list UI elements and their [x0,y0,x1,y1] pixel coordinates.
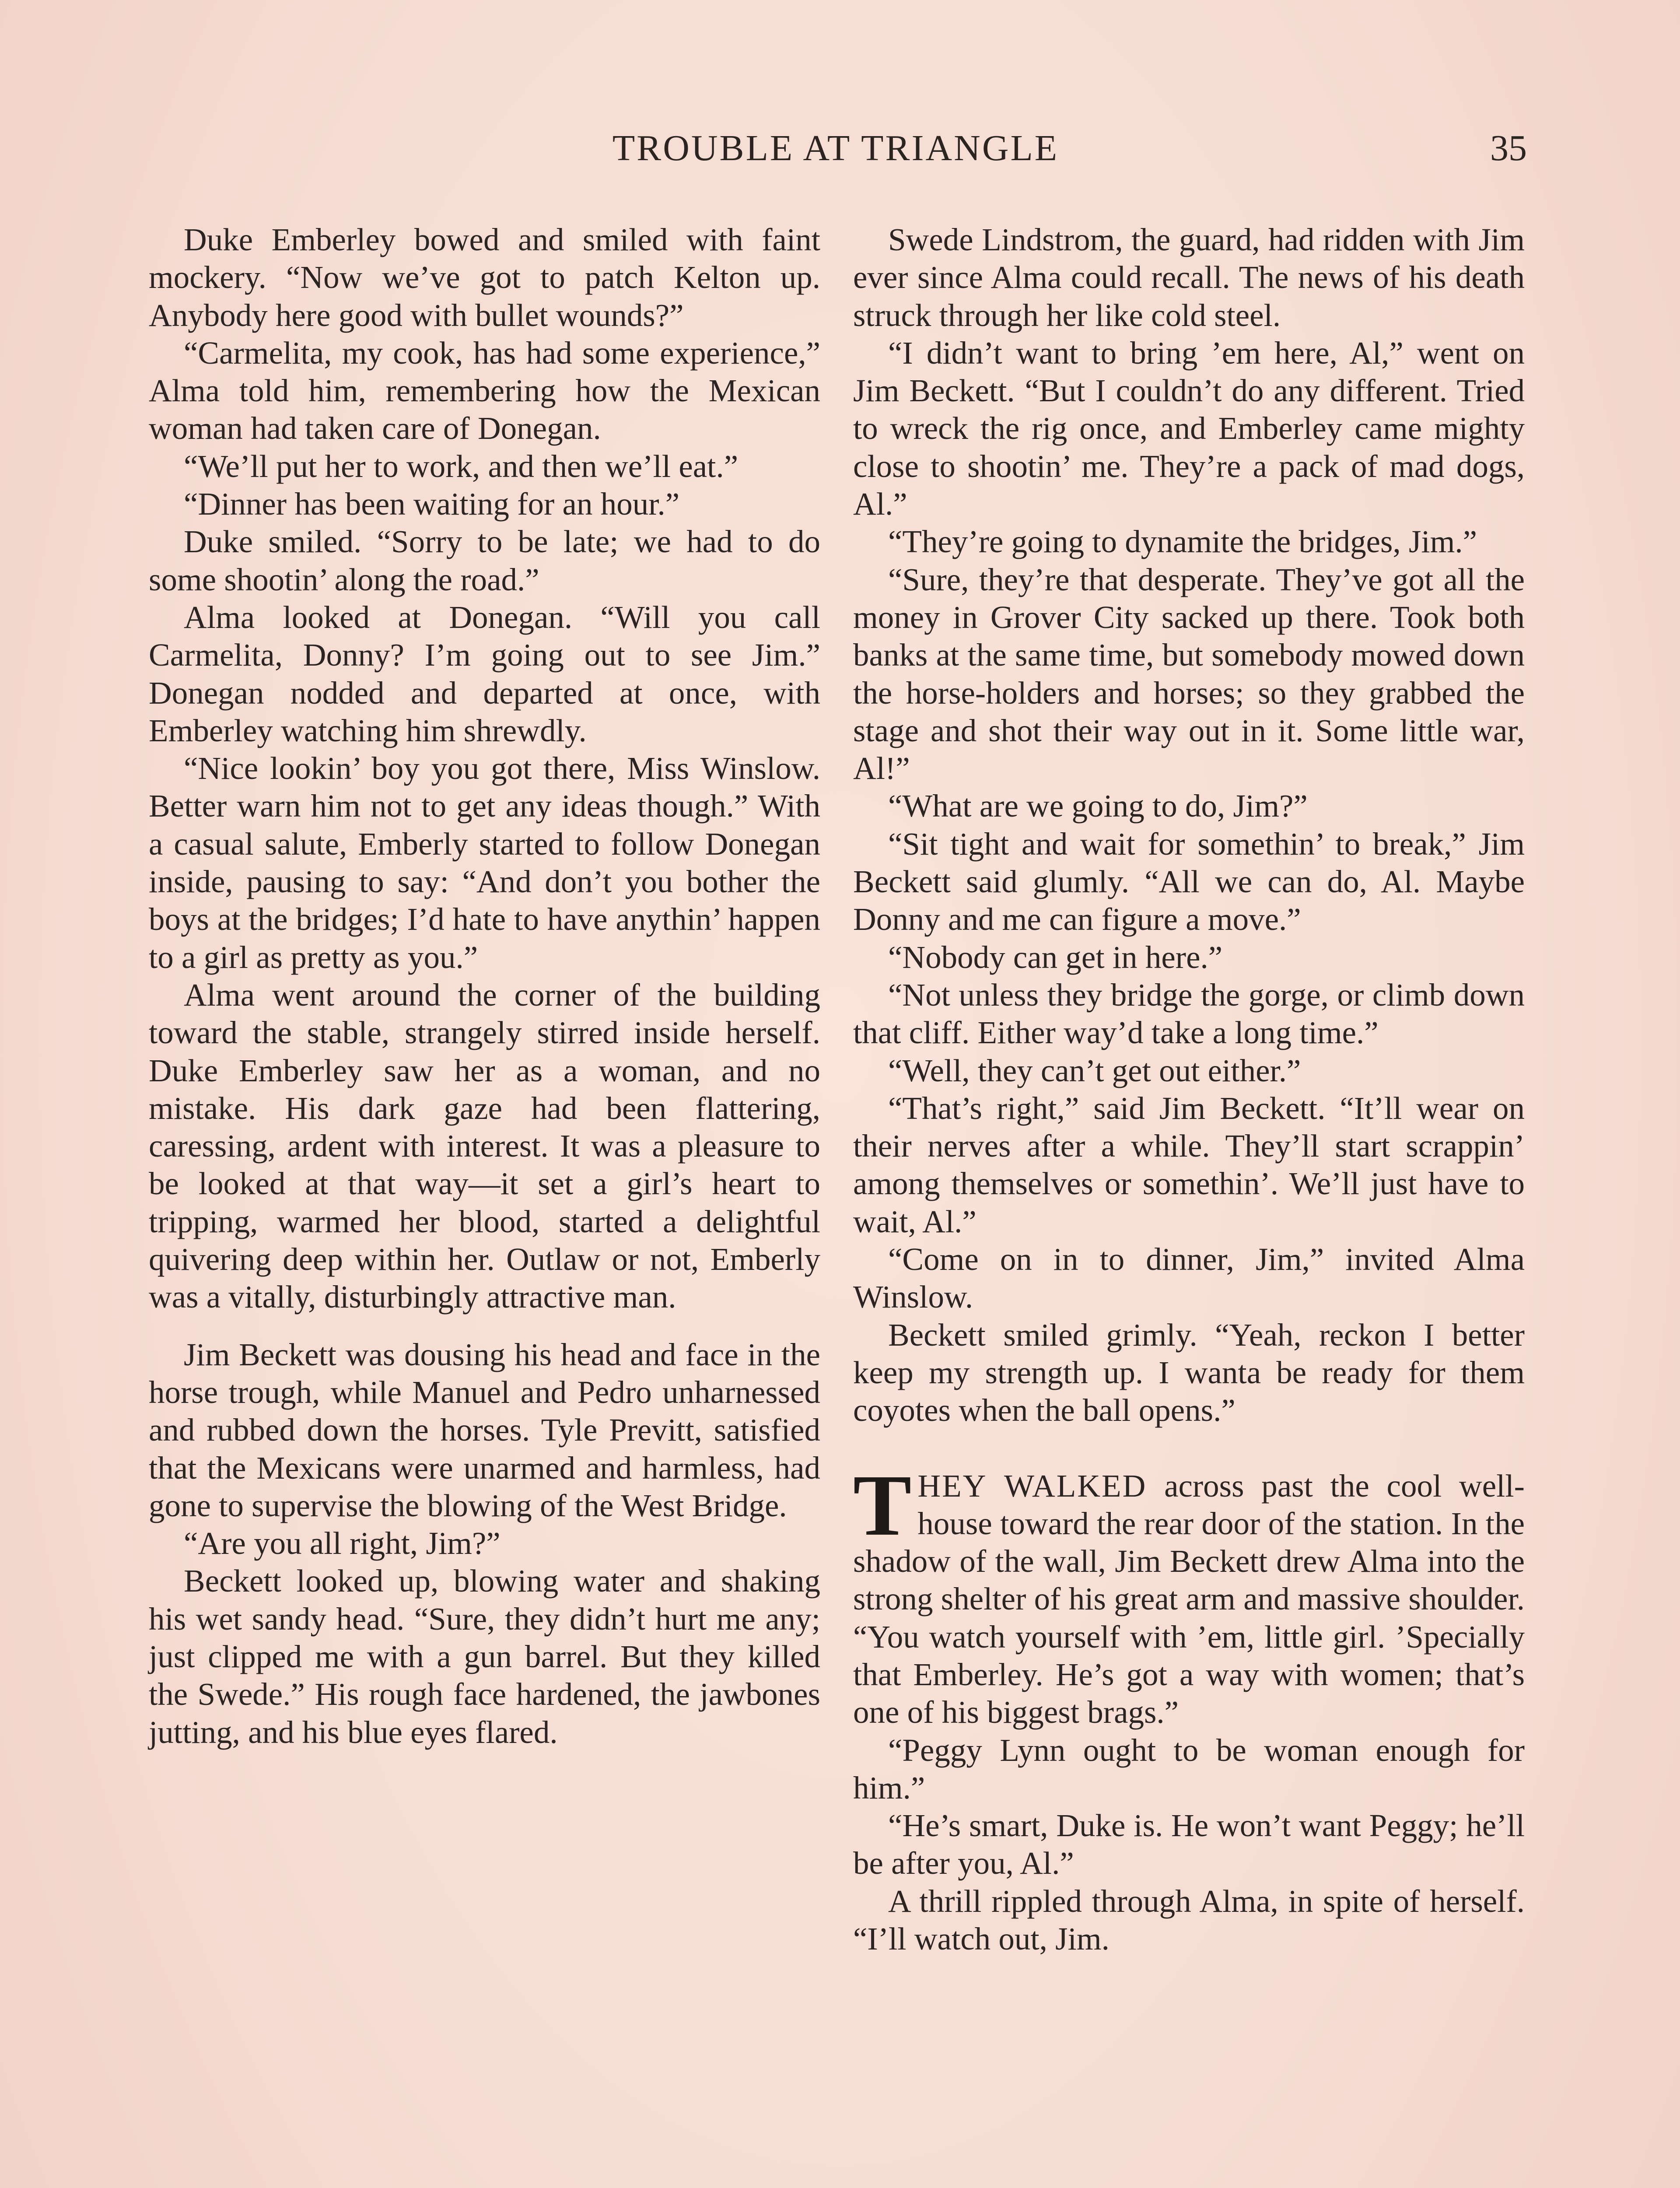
paragraph: Beckett looked up, blowing water and shaking his wet sandy head. “Sure, they didn’t hurt me any; just clipped me with a gun barrel. But they killed the Swede.” His rough face hardened, the jawbones jutting, and his blue eyes flared. [149,1563,820,1750]
paragraph: “I didn’t want to bring ’em here, Al,” went on Jim Beckett. “But I couldn’t do any different. Tried to wreck the rig once, and Emberley came mighty close to shootin’ me. They’re a pack of mad dogs, Al.” [853,335,1525,522]
paragraph: “Sure, they’re that desperate. They’ve got all the money in Grover City sacked up there. Took both banks at the same time, but somebody mowed down the horse-holders and horses; so they grabbed the stage and shot their way out in it. Some little war, Al!” [853,561,1525,786]
paragraph: “Are you all right, Jim?” [184,1525,500,1561]
paragraph-text: across past the cool well-house toward the rear door of the station. In the shadow of the wall, Jim Beckett drew Alma into the strong shelter of his great arm and massive shoulder. “You watch yourself with ’em, little girl. ’Specially that Emberley. He’s got a way with women; that’s one of his biggest brags.” [853,1468,1525,1730]
drop-cap: T [853,1457,912,1554]
paragraph: “Come on in to dinner, Jim,” invited Alma Winslow. [853,1241,1525,1315]
paragraph: “Dinner has been waiting for an hour.” [184,486,680,522]
paragraph: Beckett smiled grimly. “Yeah, reckon I better keep my strength up. I wanta be ready for them coyotes when the ball opens.” [853,1317,1525,1428]
paragraph: Alma went around the corner of the building toward the stable, strangely stirred inside herself. Duke Emberley saw her as a woman, and no mistake. His dark gaze had been flattering, caressing, ardent with interest. It was a pleasure to be looked at that way—it set a girl’s heart to tripping, warmed her blood, started a delightful quivering deep within her. Outlaw or not, Emberly was a vitally, disturbingly attractive man. [149,977,820,1315]
paragraph: “Peggy Lynn ought to be woman enough for him.” [853,1732,1525,1806]
paragraph: “Well, they can’t get out either.” [888,1052,1301,1088]
paragraph: Duke Emberley bowed and smiled with faint mockery. “Now we’ve got to patch Kelton up. Anybody here good with bullet wounds?” [149,222,820,333]
paragraph: “What are we going to do, Jim?” [888,788,1308,824]
right-column [853,221,1525,1958]
page-header [144,127,1527,175]
paragraph: “Nobody can get in here.” [888,939,1223,975]
lead-in: HEY WALKED [917,1468,1147,1504]
paragraph: Alma looked at Donegan. “Will you call Carmelita, Donny? I’m going out to see Jim.” Donegan nodded and departed at once, with Emberley watching him shrewdly. [149,599,820,748]
paragraph: “That’s right,” said Jim Beckett. “It’ll wear on their nerves after a while. They’ll start scrappin’ among themselves or somethin’. We’ll just have to wait, Al.” [853,1090,1525,1239]
paragraph: “Not unless they bridge the gorge, or climb down that cliff. Either way’d take a long time.” [853,977,1525,1051]
paragraph: “Carmelita, my cook, has had some experience,” Alma told him, remembering how the Mexican woman had taken care of Donegan. [149,335,820,446]
paragraph: Duke smiled. “Sorry to be late; we had to do some shootin’ along the road.” [149,524,820,597]
paragraph: A thrill rippled through Alma, in spite of herself. “I’ll watch out, Jim. [853,1883,1525,1957]
paragraph: “Nice lookin’ boy you got there, Miss Winslow. Better warn him not to get any ideas though.” With a casual salute, Emberly started to follow Donegan inside, pausing to say: “And don’t you bother the boys at the bridges; I’d hate to have anythin’ happen to a girl as pretty as you.” [149,750,820,975]
paragraph: Jim Beckett was dousing his head and face in the horse trough, while Manuel and Pedro unharnessed and rubbed down the horses. Tyle Previtt, satisfied that the Mexicans were unarmed and harmless, had gone to supervise the blowing of the West Bridge. [149,1336,820,1523]
paragraph: “They’re going to dynamite the bridges, Jim.” [888,524,1477,560]
paragraph: “Sit tight and wait for somethin’ to break,” Jim Beckett said glumly. “All we can do, Al. Maybe Donny and me can figure a move.” [853,826,1525,937]
paragraph: Swede Lindstrom, the guard, had ridden with Jim ever since Alma could recall. The news of his death struck through her like cold steel. [853,222,1525,333]
left-column [149,221,820,1751]
running-title: TROUBLE AT TRIANGLE [612,128,1059,168]
paragraph: “We’ll put her to work, and then we’ll eat.” [184,448,738,484]
page-number: 35 [1490,128,1527,168]
section-opening-paragraph [853,1457,1525,1732]
paragraph: “He’s smart, Duke is. He won’t want Peggy; he’ll be after you, Al.” [853,1808,1525,1881]
